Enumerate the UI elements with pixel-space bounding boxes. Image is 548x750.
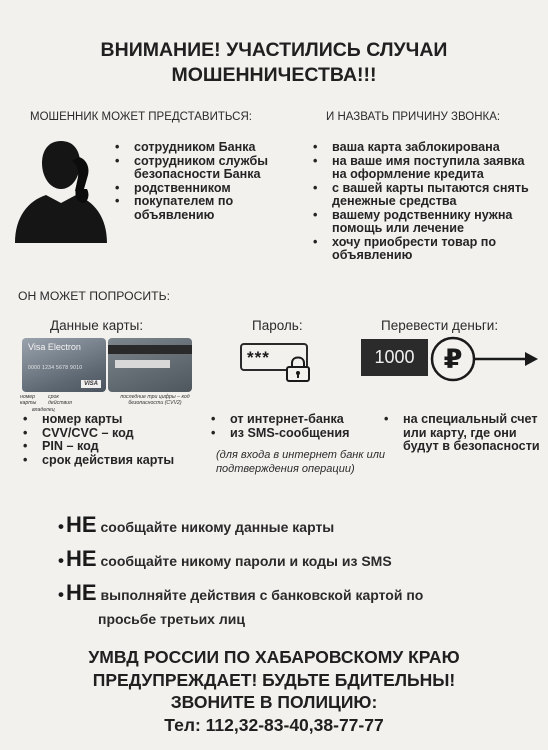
footer-line-2: ПРЕДУПРЕЖДАЕТ! БУДЬТЕ БДИТЕЛЬНЫ! <box>92 669 456 690</box>
visa-logo: VISA <box>81 380 101 388</box>
warning-2: •НЕ сообщайте никому пароли и коды из SMS <box>58 546 392 571</box>
title-line-1: ВНИМАНИЕ! УЧАСТИЛИСЬ СЛУЧАИ <box>100 39 448 61</box>
footer-line-1: УМВД РОССИИ ПО ХАБАРОВСКОМУ КРАЮ <box>88 647 460 667</box>
card-note-cvv: последние три цифры – код безопасности (CVV2) <box>120 394 190 406</box>
list-item: • на ваше имя поступила заявка на оформление кредита <box>310 155 535 182</box>
warning-text: сообщайте никому данные карты <box>100 519 335 535</box>
list-item: • срок действия карты <box>20 454 220 468</box>
imposter-list <box>112 141 307 222</box>
list-item: • из SMS-сообщения <box>208 427 383 441</box>
card-note-expiry: срок действия <box>48 394 72 406</box>
warning-1: •НЕ сообщайте никому данные карты <box>58 512 335 537</box>
title-line-2: МОШЕННИЧЕСТВА!!! <box>171 64 377 86</box>
magnetic-strip <box>108 345 192 354</box>
amount-box: 1000 <box>361 339 428 376</box>
imposter-heading: МОШЕННИК МОЖЕТ ПРЕДСТАВИТЬСЯ: <box>30 111 252 123</box>
card-note-number: номер карты <box>20 394 37 406</box>
card-number: 0000 1234 5678 9010 <box>28 365 83 371</box>
password-mask: *** <box>247 348 270 367</box>
list-item: • PIN – код <box>20 440 220 454</box>
transfer-list <box>381 413 541 454</box>
caller-silhouette-icon <box>12 131 110 243</box>
list-item: • на специальный счет или карту, где они будут в безопасности <box>381 413 541 454</box>
list-item: • покупателем по объявлению <box>112 195 307 222</box>
signature-strip <box>115 360 170 368</box>
list-item: • от интернет-банка <box>208 413 383 427</box>
footer-line-3: ЗВОНИТЕ В ПОЛИЦИЮ: <box>170 692 378 712</box>
card-data-list <box>20 413 220 467</box>
list-item: • сотрудником службы безопасности Банка <box>112 155 307 182</box>
list-item: • родственником <box>112 182 307 196</box>
list-item: • сотрудником Банка <box>112 141 307 155</box>
list-item: • вашему родственнику нужна помощь или лечение <box>310 209 535 236</box>
reason-heading: И НАЗВАТЬ ПРИЧИНУ ЗВОНКА: <box>326 111 501 123</box>
transfer-heading: Перевести деньги: <box>381 318 499 333</box>
ask-heading: ОН МОЖЕТ ПОПРОСИТЬ: <box>18 289 170 303</box>
page-title <box>0 38 548 88</box>
list-item: • CVV/CVC – код <box>20 427 220 441</box>
card-note-owner: владелец <box>32 407 55 413</box>
card-back-image <box>108 338 192 392</box>
card-brand: Visa Electron <box>28 342 81 352</box>
list-item: • номер карты <box>20 413 220 427</box>
footer-phone: Тел: 112,32-83-40,38-77-77 <box>164 714 384 735</box>
warning-3-continuation: просьбе третьих лиц <box>98 611 245 627</box>
warning-ne: НЕ <box>65 546 97 571</box>
ruble-arrow-icon <box>430 333 540 385</box>
warning-3: •НЕ выполняйте действия с банковской картой по <box>58 580 424 605</box>
card-data-heading: Данные карты: <box>50 318 144 333</box>
warning-ne: НЕ <box>65 580 97 605</box>
reason-list <box>310 141 535 263</box>
warning-ne: НЕ <box>65 512 97 537</box>
lock-icon <box>286 356 310 382</box>
list-item: • ваша карта заблокирована <box>310 141 535 155</box>
password-source-list <box>208 413 383 440</box>
footer <box>0 646 548 736</box>
warning-text: выполняйте действия с банковской картой по <box>100 587 424 603</box>
list-item: • хочу приобрести товар по объявлению <box>310 236 535 263</box>
card-front-image <box>22 338 106 392</box>
password-heading: Пароль: <box>252 318 303 333</box>
currency-symbol: ₽ <box>443 344 463 375</box>
password-note: (для входа в интернет банк или подтверждения операции) <box>216 449 386 475</box>
warning-text: сообщайте никому пароли и коды из SMS <box>100 553 392 569</box>
list-item: • с вашей карты пытаются снять денежные средства <box>310 182 535 209</box>
